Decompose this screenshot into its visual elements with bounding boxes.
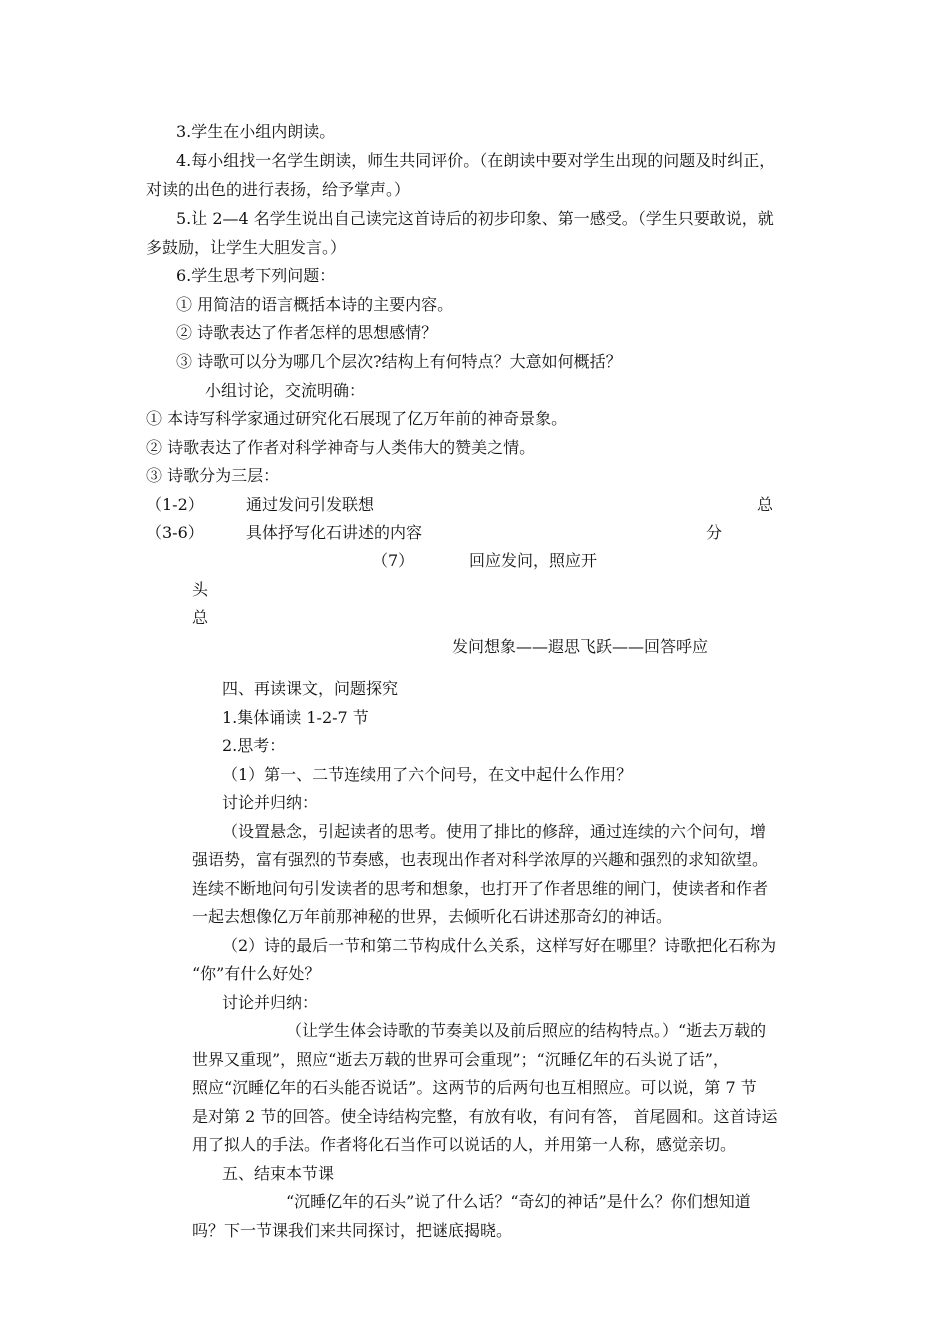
answer-para-1-line-1: （设置悬念，引起读者的思考。使用了排比的修辞，通过连续的六个问句，增	[222, 822, 767, 841]
structure-3-cont: 头	[192, 580, 209, 599]
step-4-cont: 对读的出色的进行表扬，给予掌声。）	[146, 180, 411, 199]
structure-1-range: （1-2）	[146, 495, 204, 514]
question-3: ③ 诗歌可以分为哪几个层次?结构上有何特点？大意如何概括？	[176, 352, 622, 371]
discussion-label-1: 讨论并归纳：	[222, 793, 319, 812]
discussion-heading: 小组讨论，交流明确：	[205, 381, 366, 400]
structure-summary: 发问想象——遐思飞跃——回答呼应	[452, 637, 709, 656]
answer-para-2-line-4: 是对第 2 节的回答。使全诗结构完整，有放有收，有问有答， 首尾圆和。这首诗运	[192, 1107, 778, 1126]
question-2: ② 诗歌表达了作者怎样的思想感情？	[176, 323, 438, 342]
structure-3-tag: 总	[192, 608, 209, 627]
answer-para-1-line-3: 连续不断地问句引发读者的思考和想象，也打开了作者思维的闸门，使读者和作者	[192, 879, 769, 898]
step-3: 3.学生在小组内朗读。	[176, 122, 336, 141]
answer-para-2-line-1: （让学生体会诗歌的节奏美以及前后照应的结构特点。）“逝去万载的	[286, 1021, 767, 1040]
structure-2-tag: 分	[706, 523, 723, 542]
answer-para-2-line-2: 世界又重现”，照应“逝去万载的世界可会重现”；“沉睡亿年的石头说了话”，	[192, 1050, 729, 1069]
step-5-cont: 多鼓励，让学生大胆发言。）	[146, 238, 347, 257]
item-2: 2.思考：	[222, 736, 286, 755]
question-item-1: （1）第一、二节连续用了六个问号，在文中起什么作用？	[222, 765, 633, 784]
answer-para-2-line-5: 用了拟人的手法。作者将化石当作可以说话的人，并用第一人称，感觉亲切。	[192, 1135, 737, 1154]
closing-line-1: “沉睡亿年的石头”说了什么话？“奇幻的神话”是什么？你们想知道	[286, 1192, 751, 1211]
structure-2-range: （3-6）	[146, 523, 204, 542]
answer-2: ② 诗歌表达了作者对科学神奇与人类伟大的赞美之情。	[146, 438, 536, 457]
structure-1-text: 通过发问引发联想	[246, 495, 375, 514]
section-5-heading: 五、结束本节课	[222, 1164, 335, 1183]
question-1: ① 用简洁的语言概括本诗的主要内容。	[176, 295, 454, 314]
closing-line-2: 吗？下一节课我们来共同探讨，把谜底揭晓。	[192, 1221, 513, 1240]
structure-3-text: 回应发问，照应开	[469, 551, 598, 570]
question-item-2-cont: “你”有什么好处？	[192, 964, 321, 983]
answer-3: ③ 诗歌分为三层：	[146, 466, 280, 485]
structure-2-text: 具体抒写化石讲述的内容	[246, 523, 423, 542]
section-4-heading: 四、再读课文，问题探究	[222, 679, 399, 698]
discussion-label-2: 讨论并归纳：	[222, 993, 319, 1012]
question-item-2: （2）诗的最后一节和第二节构成什么关系，这样写好在哪里？诗歌把化石称为	[222, 936, 777, 955]
answer-para-1-line-4: 一起去想像亿万年前那神秘的世界，去倾听化石讲述那奇幻的神话。	[192, 907, 673, 926]
step-6: 6.学生思考下列问题：	[176, 266, 336, 285]
answer-para-1-line-2: 强语势，富有强烈的节奏感，也表现出作者对科学浓厚的兴趣和强烈的求知欲望。	[192, 850, 769, 869]
structure-1-tag: 总	[757, 495, 774, 514]
answer-1: ① 本诗写科学家通过研究化石展现了亿万年前的神奇景象。	[146, 409, 568, 428]
step-4: 4.每小组找一名学生朗读，师生共同评价。（在朗读中要对学生出现的问题及时纠正，	[176, 151, 776, 170]
step-5: 5.让 2—4 名学生说出自己读完这首诗后的初步印象、第一感受。（学生只要敢说，就	[176, 209, 774, 228]
answer-para-2-line-3: 照应“沉睡亿年的石头能否说话”。这两节的后两句也互相照应。可以说，第 7 节	[192, 1078, 757, 1097]
item-1: 1.集体诵读 1-2-7 节	[222, 708, 369, 727]
structure-3-range: （7）	[372, 551, 415, 570]
